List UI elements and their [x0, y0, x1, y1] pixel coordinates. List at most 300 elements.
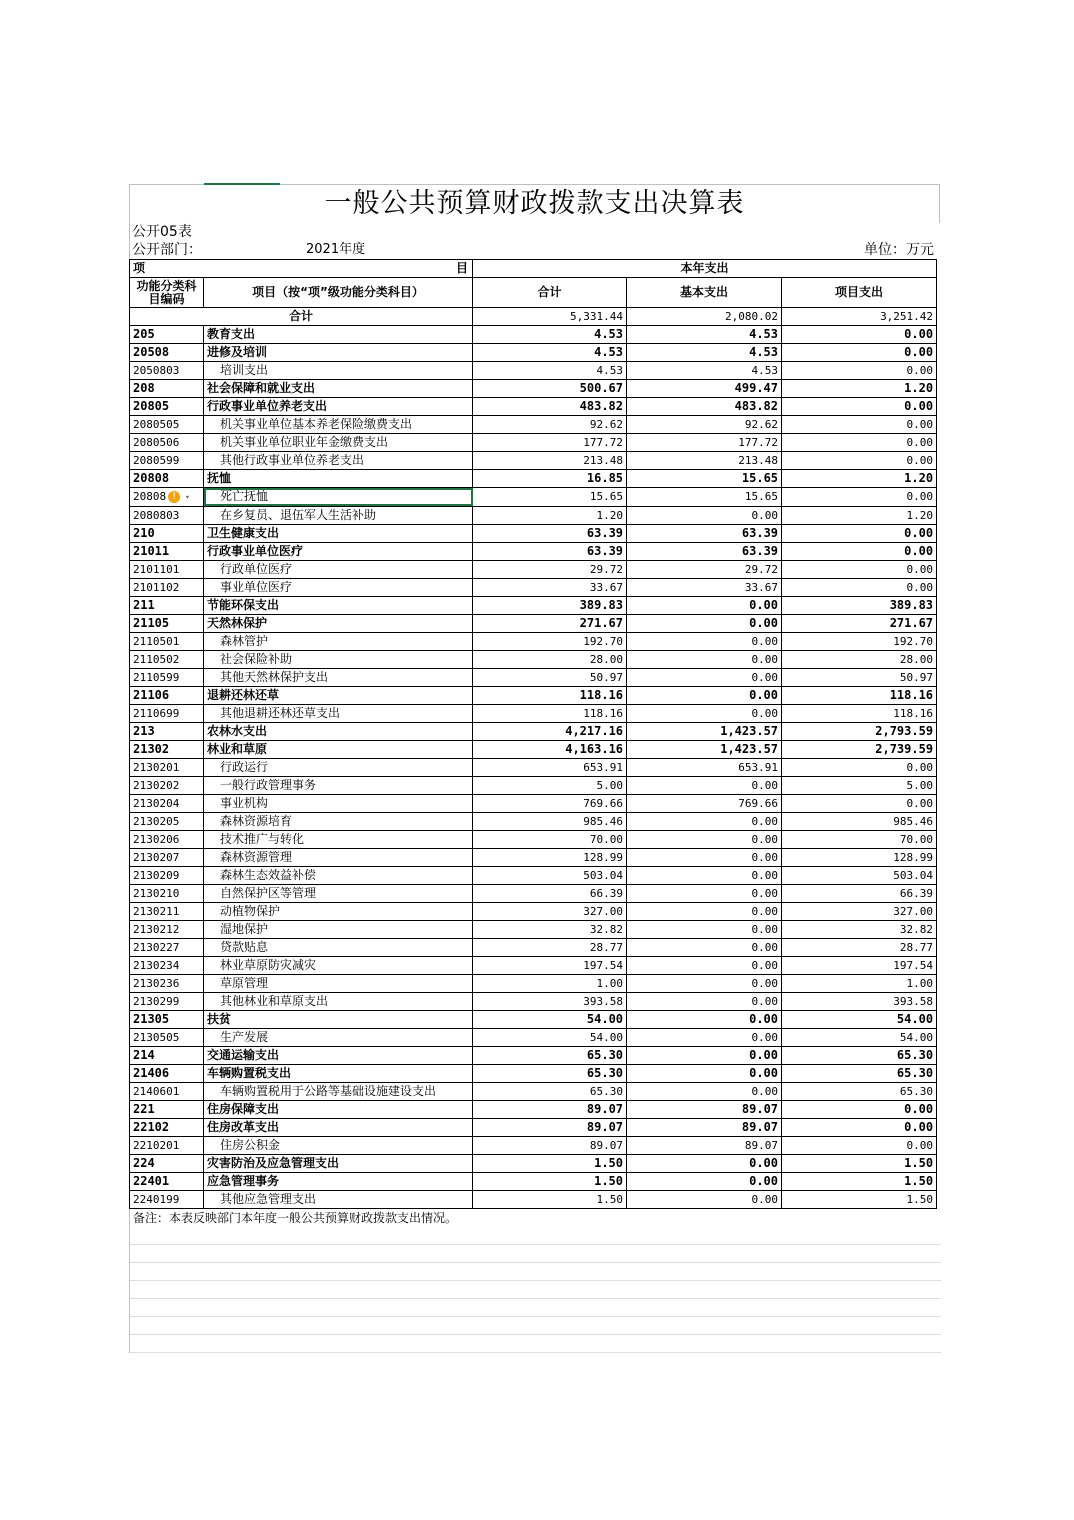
- cell-project[interactable]: 1.50: [782, 1172, 937, 1190]
- cell-item[interactable]: 社会保障和就业支出: [204, 380, 473, 398]
- dept-label[interactable]: 公开部门：: [132, 242, 202, 258]
- cell-project[interactable]: 1.50: [782, 1154, 937, 1172]
- cell-item[interactable]: 行政事业单位医疗: [204, 542, 473, 560]
- cell-project[interactable]: 327.00: [782, 902, 937, 920]
- cell-total[interactable]: 89.07: [473, 1100, 627, 1118]
- cell-project[interactable]: 1.20: [782, 380, 937, 398]
- cell-item[interactable]: 机关事业单位基本养老保险缴费支出: [204, 416, 473, 434]
- cell-code[interactable]: 2101102: [130, 578, 204, 596]
- cell-item[interactable]: 其他应急管理支出: [204, 1190, 473, 1208]
- cell-basic[interactable]: 0.00: [627, 974, 782, 992]
- summary-project[interactable]: 3,251.42: [782, 308, 937, 326]
- cell-project[interactable]: 0.00: [782, 434, 937, 452]
- cell-total[interactable]: 118.16: [473, 704, 627, 722]
- cell-project[interactable]: 503.04: [782, 866, 937, 884]
- header-item[interactable]: 项目（按“项”级功能分类科目）: [204, 278, 473, 308]
- cell-total[interactable]: 50.97: [473, 668, 627, 686]
- table-row: [130, 794, 937, 812]
- cell-total[interactable]: 118.16: [473, 686, 627, 704]
- cell-item[interactable]: 其他退耕还林还草支出: [204, 704, 473, 722]
- table-row: [130, 344, 937, 362]
- cell-code[interactable]: 2240199: [130, 1190, 204, 1208]
- cell-code[interactable]: 2130234: [130, 956, 204, 974]
- cell-total[interactable]: 1.50: [473, 1172, 627, 1190]
- cell-code[interactable]: 2130505: [130, 1028, 204, 1046]
- cell-basic[interactable]: 0.00: [627, 614, 782, 632]
- cell-code[interactable]: 2050803: [130, 362, 204, 380]
- cell-total[interactable]: 4,217.16: [473, 722, 627, 740]
- summary-label[interactable]: 合计: [130, 308, 473, 326]
- cell-code[interactable]: 2130207: [130, 848, 204, 866]
- header-current-year[interactable]: 本年支出: [473, 260, 937, 278]
- cell-basic[interactable]: 63.39: [627, 542, 782, 560]
- cell-total[interactable]: 54.00: [473, 1028, 627, 1046]
- cell-item[interactable]: 住房公积金: [204, 1136, 473, 1154]
- sheet-title[interactable]: [129, 184, 940, 223]
- cell-code[interactable]: 22102: [130, 1118, 204, 1136]
- warning-icon[interactable]: !: [168, 491, 180, 503]
- cell-total[interactable]: 192.70: [473, 632, 627, 650]
- cell-project[interactable]: 5.00: [782, 776, 937, 794]
- cell-item[interactable]: 森林资源管理: [204, 848, 473, 866]
- cell-item[interactable]: 车辆购置税用于公路等基础设施建设支出: [204, 1082, 473, 1100]
- cell-code[interactable]: 20808: [130, 470, 204, 488]
- cell-project[interactable]: 0.00: [782, 560, 937, 578]
- cell-code[interactable]: 21106: [130, 686, 204, 704]
- cell-item[interactable]: 贷款贴息: [204, 938, 473, 956]
- cell-total[interactable]: 4,163.16: [473, 740, 627, 758]
- table-row: [130, 1046, 937, 1064]
- cell-basic[interactable]: 0.00: [627, 884, 782, 902]
- cell-basic[interactable]: 89.07: [627, 1136, 782, 1154]
- cell-item[interactable]: 一般行政管理事务: [204, 776, 473, 794]
- cell-total[interactable]: 483.82: [473, 398, 627, 416]
- cell-code[interactable]: 213: [130, 722, 204, 740]
- cell-item[interactable]: 住房改革支出: [204, 1118, 473, 1136]
- cell-item[interactable]: 灾害防治及应急管理支出: [204, 1154, 473, 1172]
- cell-total[interactable]: 92.62: [473, 416, 627, 434]
- cell-basic[interactable]: 1,423.57: [627, 722, 782, 740]
- cell-total[interactable]: 327.00: [473, 902, 627, 920]
- cell-code[interactable]: 2080506: [130, 434, 204, 452]
- cell-project[interactable]: 0.00: [782, 578, 937, 596]
- cell-code[interactable]: 21406: [130, 1064, 204, 1082]
- summary-row: [130, 308, 937, 326]
- cell-item[interactable]: 卫生健康支出: [204, 524, 473, 542]
- cell-total[interactable]: 4.53: [473, 344, 627, 362]
- cell-item[interactable]: 其他行政事业单位养老支出: [204, 452, 473, 470]
- cell-project[interactable]: 66.39: [782, 884, 937, 902]
- cell-code[interactable]: 2130201: [130, 758, 204, 776]
- cell-project[interactable]: 118.16: [782, 686, 937, 704]
- cell-project[interactable]: 271.67: [782, 614, 937, 632]
- cell-total[interactable]: 1.00: [473, 974, 627, 992]
- header-project[interactable]: 项目支出: [782, 278, 937, 308]
- cell-basic[interactable]: 63.39: [627, 524, 782, 542]
- cell-total[interactable]: 65.30: [473, 1046, 627, 1064]
- cell-basic[interactable]: 0.00: [627, 956, 782, 974]
- cell-basic[interactable]: 0.00: [627, 1082, 782, 1100]
- cell-total[interactable]: 63.39: [473, 524, 627, 542]
- cell-project[interactable]: 0.00: [782, 1136, 937, 1154]
- cell-project[interactable]: 65.30: [782, 1064, 937, 1082]
- cell-total[interactable]: 28.00: [473, 650, 627, 668]
- cell-basic[interactable]: 0.00: [627, 632, 782, 650]
- table-row: [130, 938, 937, 956]
- header-row-1: [130, 260, 937, 278]
- empty-grid-row[interactable]: [130, 1245, 941, 1263]
- cell-code[interactable]: 2130299: [130, 992, 204, 1010]
- cell-basic[interactable]: 4.53: [627, 326, 782, 344]
- cell-total[interactable]: 89.07: [473, 1118, 627, 1136]
- cell-total[interactable]: 197.54: [473, 956, 627, 974]
- cell-item[interactable]: 死亡抚恤: [204, 488, 473, 507]
- cell-basic[interactable]: 29.72: [627, 560, 782, 578]
- cell-basic[interactable]: 0.00: [627, 650, 782, 668]
- cell-item[interactable]: 农林水支出: [204, 722, 473, 740]
- cell-project[interactable]: 0.00: [782, 758, 937, 776]
- cell-total[interactable]: 28.77: [473, 938, 627, 956]
- cell-code[interactable]: 2080803: [130, 506, 204, 524]
- cell-basic[interactable]: 177.72: [627, 434, 782, 452]
- cell-total[interactable]: 54.00: [473, 1010, 627, 1028]
- cell-total[interactable]: 1.20: [473, 506, 627, 524]
- cell-code[interactable]: 208: [130, 380, 204, 398]
- cell-basic[interactable]: 89.07: [627, 1100, 782, 1118]
- cell-project[interactable]: 1.20: [782, 506, 937, 524]
- cell-item[interactable]: 森林资源培育: [204, 812, 473, 830]
- header-code[interactable]: 功能分类科目编码: [130, 278, 204, 308]
- cell-total[interactable]: 15.65: [473, 488, 627, 507]
- cell-project[interactable]: 0.00: [782, 398, 937, 416]
- cell-basic[interactable]: 0.00: [627, 938, 782, 956]
- cell-basic[interactable]: 0.00: [627, 1190, 782, 1208]
- cell-basic[interactable]: 653.91: [627, 758, 782, 776]
- cell-total[interactable]: 65.30: [473, 1082, 627, 1100]
- unit-label[interactable]: 单位：万元: [864, 242, 934, 258]
- cell-project[interactable]: 32.82: [782, 920, 937, 938]
- cell-total[interactable]: 70.00: [473, 830, 627, 848]
- cell-item[interactable]: 行政单位医疗: [204, 560, 473, 578]
- cell-basic[interactable]: 0.00: [627, 1154, 782, 1172]
- cell-item[interactable]: 事业机构: [204, 794, 473, 812]
- table-row: [130, 974, 937, 992]
- summary-total[interactable]: 5,331.44: [473, 308, 627, 326]
- cell-code[interactable]: 2130202: [130, 776, 204, 794]
- cell-total[interactable]: 29.72: [473, 560, 627, 578]
- cell-item[interactable]: 社会保险补助: [204, 650, 473, 668]
- table-row: [130, 650, 937, 668]
- cell-code[interactable]: 205: [130, 326, 204, 344]
- cell-code[interactable]: 2140601: [130, 1082, 204, 1100]
- cell-basic[interactable]: 0.00: [627, 668, 782, 686]
- table-row: [130, 1028, 937, 1046]
- cell-project[interactable]: 54.00: [782, 1010, 937, 1028]
- cell-project[interactable]: 0.00: [782, 1100, 937, 1118]
- cell-total[interactable]: 5.00: [473, 776, 627, 794]
- table-row: [130, 686, 937, 704]
- cell-project[interactable]: 0.00: [782, 794, 937, 812]
- cell-code[interactable]: 214: [130, 1046, 204, 1064]
- dept-row: [129, 241, 940, 259]
- table-row: [130, 632, 937, 650]
- cell-code[interactable]: 20508: [130, 344, 204, 362]
- cell-item[interactable]: 培训支出: [204, 362, 473, 380]
- cell-basic[interactable]: 0.00: [627, 596, 782, 614]
- cell-total[interactable]: 1.50: [473, 1190, 627, 1208]
- cell-item[interactable]: 交通运输支出: [204, 1046, 473, 1064]
- header-xiang-mu[interactable]: [130, 260, 473, 278]
- cell-project[interactable]: 0.00: [782, 362, 937, 380]
- cell-code[interactable]: 2130236: [130, 974, 204, 992]
- cell-basic[interactable]: 89.07: [627, 1118, 782, 1136]
- cell-item[interactable]: 退耕还林还草: [204, 686, 473, 704]
- cell-total[interactable]: 271.67: [473, 614, 627, 632]
- cell-total[interactable]: 985.46: [473, 812, 627, 830]
- cell-item[interactable]: 抚恤: [204, 470, 473, 488]
- cell-project[interactable]: 65.30: [782, 1046, 937, 1064]
- cell-basic[interactable]: 483.82: [627, 398, 782, 416]
- empty-grid-row[interactable]: [130, 1227, 941, 1245]
- cell-basic[interactable]: 0.00: [627, 812, 782, 830]
- cell-total[interactable]: 89.07: [473, 1136, 627, 1154]
- cell-basic[interactable]: 0.00: [627, 1010, 782, 1028]
- cell-item[interactable]: 技术推广与转化: [204, 830, 473, 848]
- form-code[interactable]: 公开05表: [132, 224, 192, 240]
- cell-total[interactable]: 16.85: [473, 470, 627, 488]
- cell-total[interactable]: 32.82: [473, 920, 627, 938]
- cell-code[interactable]: 22401: [130, 1172, 204, 1190]
- cell-item[interactable]: 湿地保护: [204, 920, 473, 938]
- cell-total[interactable]: 4.53: [473, 326, 627, 344]
- cell-code[interactable]: 2110502: [130, 650, 204, 668]
- cell-basic[interactable]: 0.00: [627, 1064, 782, 1082]
- cell-item[interactable]: 林业和草原: [204, 740, 473, 758]
- table-row: [130, 1118, 937, 1136]
- cell-code[interactable]: 210: [130, 524, 204, 542]
- cell-project[interactable]: 128.99: [782, 848, 937, 866]
- cell-basic[interactable]: 0.00: [627, 830, 782, 848]
- table-row: [130, 704, 937, 722]
- cell-basic[interactable]: 0.00: [627, 992, 782, 1010]
- empty-grid-row[interactable]: [130, 1263, 941, 1281]
- cell-code[interactable]: 2080599: [130, 452, 204, 470]
- cell-basic[interactable]: 0.00: [627, 920, 782, 938]
- cell-item[interactable]: 林业草原防灾减灾: [204, 956, 473, 974]
- cell-basic[interactable]: 0.00: [627, 848, 782, 866]
- cell-basic[interactable]: 769.66: [627, 794, 782, 812]
- cell-code[interactable]: 2210201: [130, 1136, 204, 1154]
- cell-code[interactable]: 2130205: [130, 812, 204, 830]
- cell-project[interactable]: 1.20: [782, 470, 937, 488]
- cell-code[interactable]: 21305: [130, 1010, 204, 1028]
- table-row: [130, 920, 937, 938]
- empty-grid-row[interactable]: [130, 1299, 941, 1317]
- cell-item[interactable]: 森林生态效益补偿: [204, 866, 473, 884]
- table-row: [130, 524, 937, 542]
- cell-item[interactable]: 进修及培训: [204, 344, 473, 362]
- cell-basic[interactable]: 0.00: [627, 1046, 782, 1064]
- cell-project[interactable]: 28.77: [782, 938, 937, 956]
- cell-basic[interactable]: 0.00: [627, 704, 782, 722]
- cell-code[interactable]: 21105: [130, 614, 204, 632]
- cell-code[interactable]: 2130227: [130, 938, 204, 956]
- cell-basic[interactable]: 0.00: [627, 866, 782, 884]
- summary-basic[interactable]: 2,080.02: [627, 308, 782, 326]
- cell-item[interactable]: 天然林保护: [204, 614, 473, 632]
- empty-grid-row[interactable]: [130, 1281, 941, 1299]
- table-row: [130, 434, 937, 452]
- cell-project[interactable]: 393.58: [782, 992, 937, 1010]
- cell-total[interactable]: 177.72: [473, 434, 627, 452]
- spreadsheet: [129, 184, 940, 1227]
- cell-code[interactable]: 20805: [130, 398, 204, 416]
- cell-project[interactable]: 1.00: [782, 974, 937, 992]
- cell-total[interactable]: 4.53: [473, 362, 627, 380]
- cell-code[interactable]: 2130209: [130, 866, 204, 884]
- cell-project[interactable]: 50.97: [782, 668, 937, 686]
- cell-item[interactable]: 森林管护: [204, 632, 473, 650]
- cell-total[interactable]: 1.50: [473, 1154, 627, 1172]
- table-row: [130, 362, 937, 380]
- cell-project[interactable]: 118.16: [782, 704, 937, 722]
- table-row: [130, 758, 937, 776]
- cell-project[interactable]: 0.00: [782, 524, 937, 542]
- cell-project[interactable]: 0.00: [782, 542, 937, 560]
- cell-code[interactable]: 2101101: [130, 560, 204, 578]
- cell-total[interactable]: 393.58: [473, 992, 627, 1010]
- cell-code[interactable]: 21302: [130, 740, 204, 758]
- cell-project[interactable]: 0.00: [782, 416, 937, 434]
- cell-item[interactable]: 扶贫: [204, 1010, 473, 1028]
- cell-basic[interactable]: 4.53: [627, 344, 782, 362]
- cell-total[interactable]: 33.67: [473, 578, 627, 596]
- cell-project[interactable]: 65.30: [782, 1082, 937, 1100]
- cell-basic[interactable]: 4.53: [627, 362, 782, 380]
- cell-item[interactable]: 车辆购置税支出: [204, 1064, 473, 1082]
- cell-item[interactable]: 教育支出: [204, 326, 473, 344]
- cell-item[interactable]: 生产发展: [204, 1028, 473, 1046]
- table-row: [130, 560, 937, 578]
- cell-item[interactable]: 住房保障支出: [204, 1100, 473, 1118]
- cell-project[interactable]: 2,739.59: [782, 740, 937, 758]
- cell-basic[interactable]: 33.67: [627, 578, 782, 596]
- cell-code[interactable]: 2110699: [130, 704, 204, 722]
- empty-grid-row[interactable]: [130, 1335, 941, 1353]
- cell-total[interactable]: 213.48: [473, 452, 627, 470]
- chevron-down-icon[interactable]: ▾: [180, 492, 190, 502]
- cell-basic[interactable]: 92.62: [627, 416, 782, 434]
- year-label[interactable]: 2021年度: [306, 242, 366, 257]
- cell-item[interactable]: 在乡复员、退伍军人生活补助: [204, 506, 473, 524]
- cell-item[interactable]: 草原管理: [204, 974, 473, 992]
- cell-item[interactable]: 行政事业单位养老支出: [204, 398, 473, 416]
- cell-project[interactable]: 70.00: [782, 830, 937, 848]
- cell-basic[interactable]: 0.00: [627, 1172, 782, 1190]
- cell-code[interactable]: 2130211: [130, 902, 204, 920]
- cell-project[interactable]: 192.70: [782, 632, 937, 650]
- cell-basic[interactable]: 0.00: [627, 902, 782, 920]
- cell-project[interactable]: 1.50: [782, 1190, 937, 1208]
- column-selection-indicator: [204, 183, 280, 185]
- table-row: [130, 470, 937, 488]
- cell-code[interactable]: 2130206: [130, 830, 204, 848]
- cell-code[interactable]: 21011: [130, 542, 204, 560]
- cell-basic[interactable]: 15.65: [627, 488, 782, 507]
- cell-code[interactable]: 2130210: [130, 884, 204, 902]
- footnote[interactable]: 备注：本表反映部门本年度一般公共预算财政拨款支出情况。: [129, 1209, 940, 1227]
- cell-basic[interactable]: 1,423.57: [627, 740, 782, 758]
- cell-project[interactable]: 0.00: [782, 326, 937, 344]
- cell-basic[interactable]: 15.65: [627, 470, 782, 488]
- cell-code[interactable]: 2110599: [130, 668, 204, 686]
- cell-project[interactable]: 2,793.59: [782, 722, 937, 740]
- cell-item[interactable]: 其他天然林保护支出: [204, 668, 473, 686]
- cell-project[interactable]: 0.00: [782, 344, 937, 362]
- cell-basic[interactable]: 0.00: [627, 686, 782, 704]
- cell-basic[interactable]: 0.00: [627, 776, 782, 794]
- cell-project[interactable]: 985.46: [782, 812, 937, 830]
- cell-item[interactable]: 行政运行: [204, 758, 473, 776]
- table-row: [130, 578, 937, 596]
- cell-code[interactable]: [130, 488, 204, 507]
- cell-total[interactable]: 500.67: [473, 380, 627, 398]
- cell-code[interactable]: 2110501: [130, 632, 204, 650]
- cell-item[interactable]: 事业单位医疗: [204, 578, 473, 596]
- cell-total[interactable]: 65.30: [473, 1064, 627, 1082]
- cell-total[interactable]: 653.91: [473, 758, 627, 776]
- cell-total[interactable]: 389.83: [473, 596, 627, 614]
- table-row: [130, 902, 937, 920]
- cell-total[interactable]: 769.66: [473, 794, 627, 812]
- cell-item[interactable]: 节能环保支出: [204, 596, 473, 614]
- cell-code[interactable]: 224: [130, 1154, 204, 1172]
- cell-project[interactable]: 54.00: [782, 1028, 937, 1046]
- header-total[interactable]: 合计: [473, 278, 627, 308]
- cell-total[interactable]: 503.04: [473, 866, 627, 884]
- cell-basic[interactable]: 0.00: [627, 1028, 782, 1046]
- cell-project[interactable]: 197.54: [782, 956, 937, 974]
- cell-total[interactable]: 63.39: [473, 542, 627, 560]
- cell-project[interactable]: 0.00: [782, 1118, 937, 1136]
- table-row: [130, 542, 937, 560]
- cell-total[interactable]: 128.99: [473, 848, 627, 866]
- cell-code[interactable]: 2130204: [130, 794, 204, 812]
- cell-item[interactable]: 机关事业单位职业年金缴费支出: [204, 434, 473, 452]
- cell-item[interactable]: 动植物保护: [204, 902, 473, 920]
- cell-item[interactable]: 应急管理事务: [204, 1172, 473, 1190]
- cell-item[interactable]: 其他林业和草原支出: [204, 992, 473, 1010]
- cell-project[interactable]: 389.83: [782, 596, 937, 614]
- table-row: [130, 1010, 937, 1028]
- cell-project[interactable]: 0.00: [782, 452, 937, 470]
- cell-code[interactable]: 2080505: [130, 416, 204, 434]
- cell-basic[interactable]: 499.47: [627, 380, 782, 398]
- cell-project[interactable]: 0.00: [782, 488, 937, 507]
- empty-grid-row[interactable]: [130, 1317, 941, 1335]
- cell-item[interactable]: 自然保护区等管理: [204, 884, 473, 902]
- cell-code[interactable]: 221: [130, 1100, 204, 1118]
- header-basic[interactable]: 基本支出: [627, 278, 782, 308]
- cell-total[interactable]: 66.39: [473, 884, 627, 902]
- table-row: [130, 830, 937, 848]
- cell-basic[interactable]: 0.00: [627, 506, 782, 524]
- table-row: [130, 956, 937, 974]
- cell-project[interactable]: 28.00: [782, 650, 937, 668]
- cell-code[interactable]: 211: [130, 596, 204, 614]
- cell-basic[interactable]: 213.48: [627, 452, 782, 470]
- cell-code[interactable]: 2130212: [130, 920, 204, 938]
